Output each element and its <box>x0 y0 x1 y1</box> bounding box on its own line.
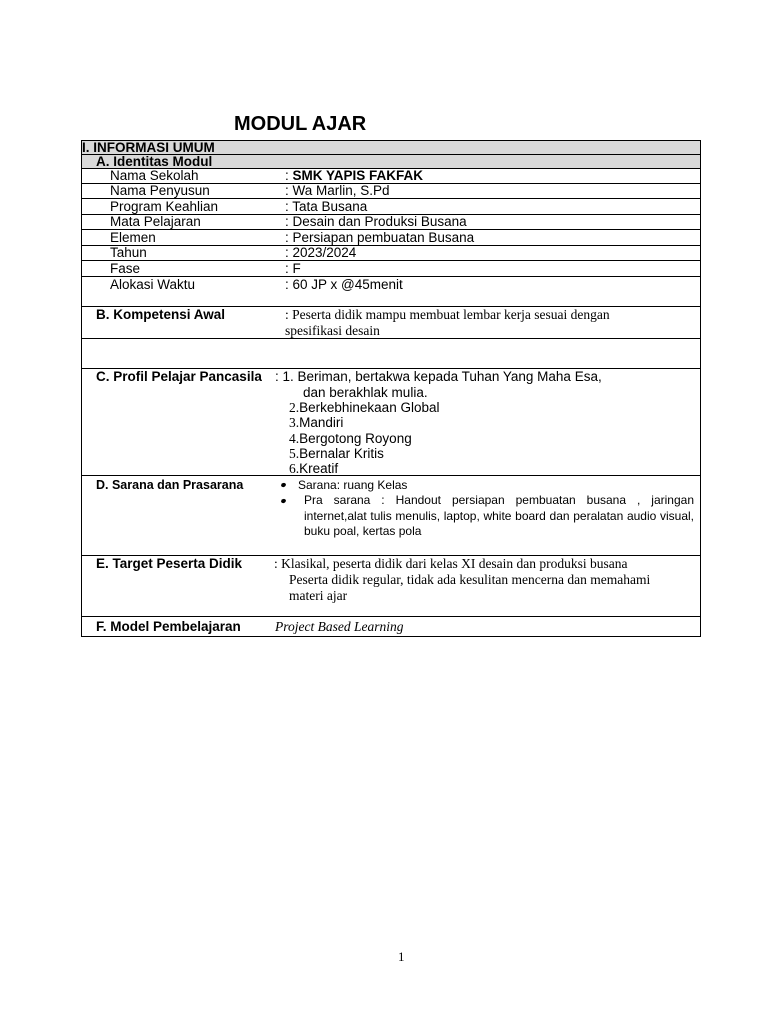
kompetensi-text-line1: : Peserta didik mampu membuat lembar kerja sesuai dengan <box>285 307 610 322</box>
label-elemen: Elemen <box>110 230 156 245</box>
sarana-label: D. Sarana dan Prasarana <box>96 478 244 492</box>
target-text-line1: : Klasikal, peserta didik dari kelas XI desain dan produksi busana <box>274 556 628 571</box>
profil-item-1: : 1. Beriman, bertakwa kepada Tuhan Yang Maha Esa, <box>275 369 602 384</box>
page-number: 1 <box>398 949 405 964</box>
value-nama-penyusun: : Wa Marlin, S.Pd <box>285 183 390 198</box>
identitas-header: A. Identitas Modul <box>96 154 213 169</box>
label-fase: Fase <box>110 261 141 276</box>
row-divider <box>82 338 700 339</box>
sarana-item-1: Sarana: ruang Kelas <box>298 478 408 492</box>
kompetensi-label: B. Kompetensi Awal <box>96 307 226 322</box>
target-label: E. Target Peserta Didik <box>96 556 243 571</box>
info-table <box>81 140 701 637</box>
value-mata-pelajaran: : Desain dan Produksi Busana <box>285 214 467 229</box>
target-text-line2: Peserta didik regular, tidak ada kesulitan mencerna dan memahami <box>289 572 651 587</box>
bullet-icon <box>280 482 286 488</box>
value-program-keahlian: : Tata Busana <box>285 199 368 214</box>
label-nama-sekolah: Nama Sekolah <box>110 168 199 183</box>
sarana-item-2: Pra sarana : Handout persiapan pembuatan busana , jaringan internet,alat tulis menulis, laptop, white board dan peralatan audio visual, buku poal, kertas pola <box>304 493 694 538</box>
label-alokasi-waktu: Alokasi Waktu <box>110 277 196 292</box>
profil-item-1-cont: dan berakhlak mulia. <box>303 385 428 400</box>
profil-item: 2.Berkebhinekaan Global <box>289 400 440 415</box>
label-tahun: Tahun <box>110 245 147 260</box>
value-tahun: : 2023/2024 <box>285 245 357 260</box>
row-divider <box>82 616 700 617</box>
section-header: I. INFORMASI UMUM <box>82 140 215 155</box>
profil-label: C. Profil Pelajar Pancasila <box>96 369 262 384</box>
kompetensi-text-line2: spesifikasi desain <box>285 323 380 338</box>
profil-item: 3.Mandiri <box>289 415 344 430</box>
profil-item: 5.Bernalar Kritis <box>289 446 384 461</box>
bullet-icon <box>280 498 286 504</box>
profil-item: 4.Bergotong Royong <box>289 431 412 446</box>
target-text-line3: materi ajar <box>289 588 348 603</box>
value-fase: : F <box>285 261 301 276</box>
row-divider <box>82 475 700 476</box>
model-label: F. Model Pembelajaran <box>96 619 241 634</box>
model-value: Project Based Learning <box>275 619 404 634</box>
label-program-keahlian: Program Keahlian <box>110 199 219 214</box>
value-alokasi-waktu: : 60 JP x @45menit <box>285 277 403 292</box>
document-title: MODUL AJAR <box>234 113 367 135</box>
value-nama-sekolah: : SMK YAPIS FAKFAK <box>285 168 424 183</box>
label-nama-penyusun: Nama Penyusun <box>110 183 210 198</box>
value-elemen: : Persiapan pembuatan Busana <box>285 230 475 245</box>
label-mata-pelajaran: Mata Pelajaran <box>110 214 201 229</box>
profil-item: 6.Kreatif <box>289 461 339 476</box>
row-divider <box>82 245 700 246</box>
row-divider <box>82 260 700 261</box>
